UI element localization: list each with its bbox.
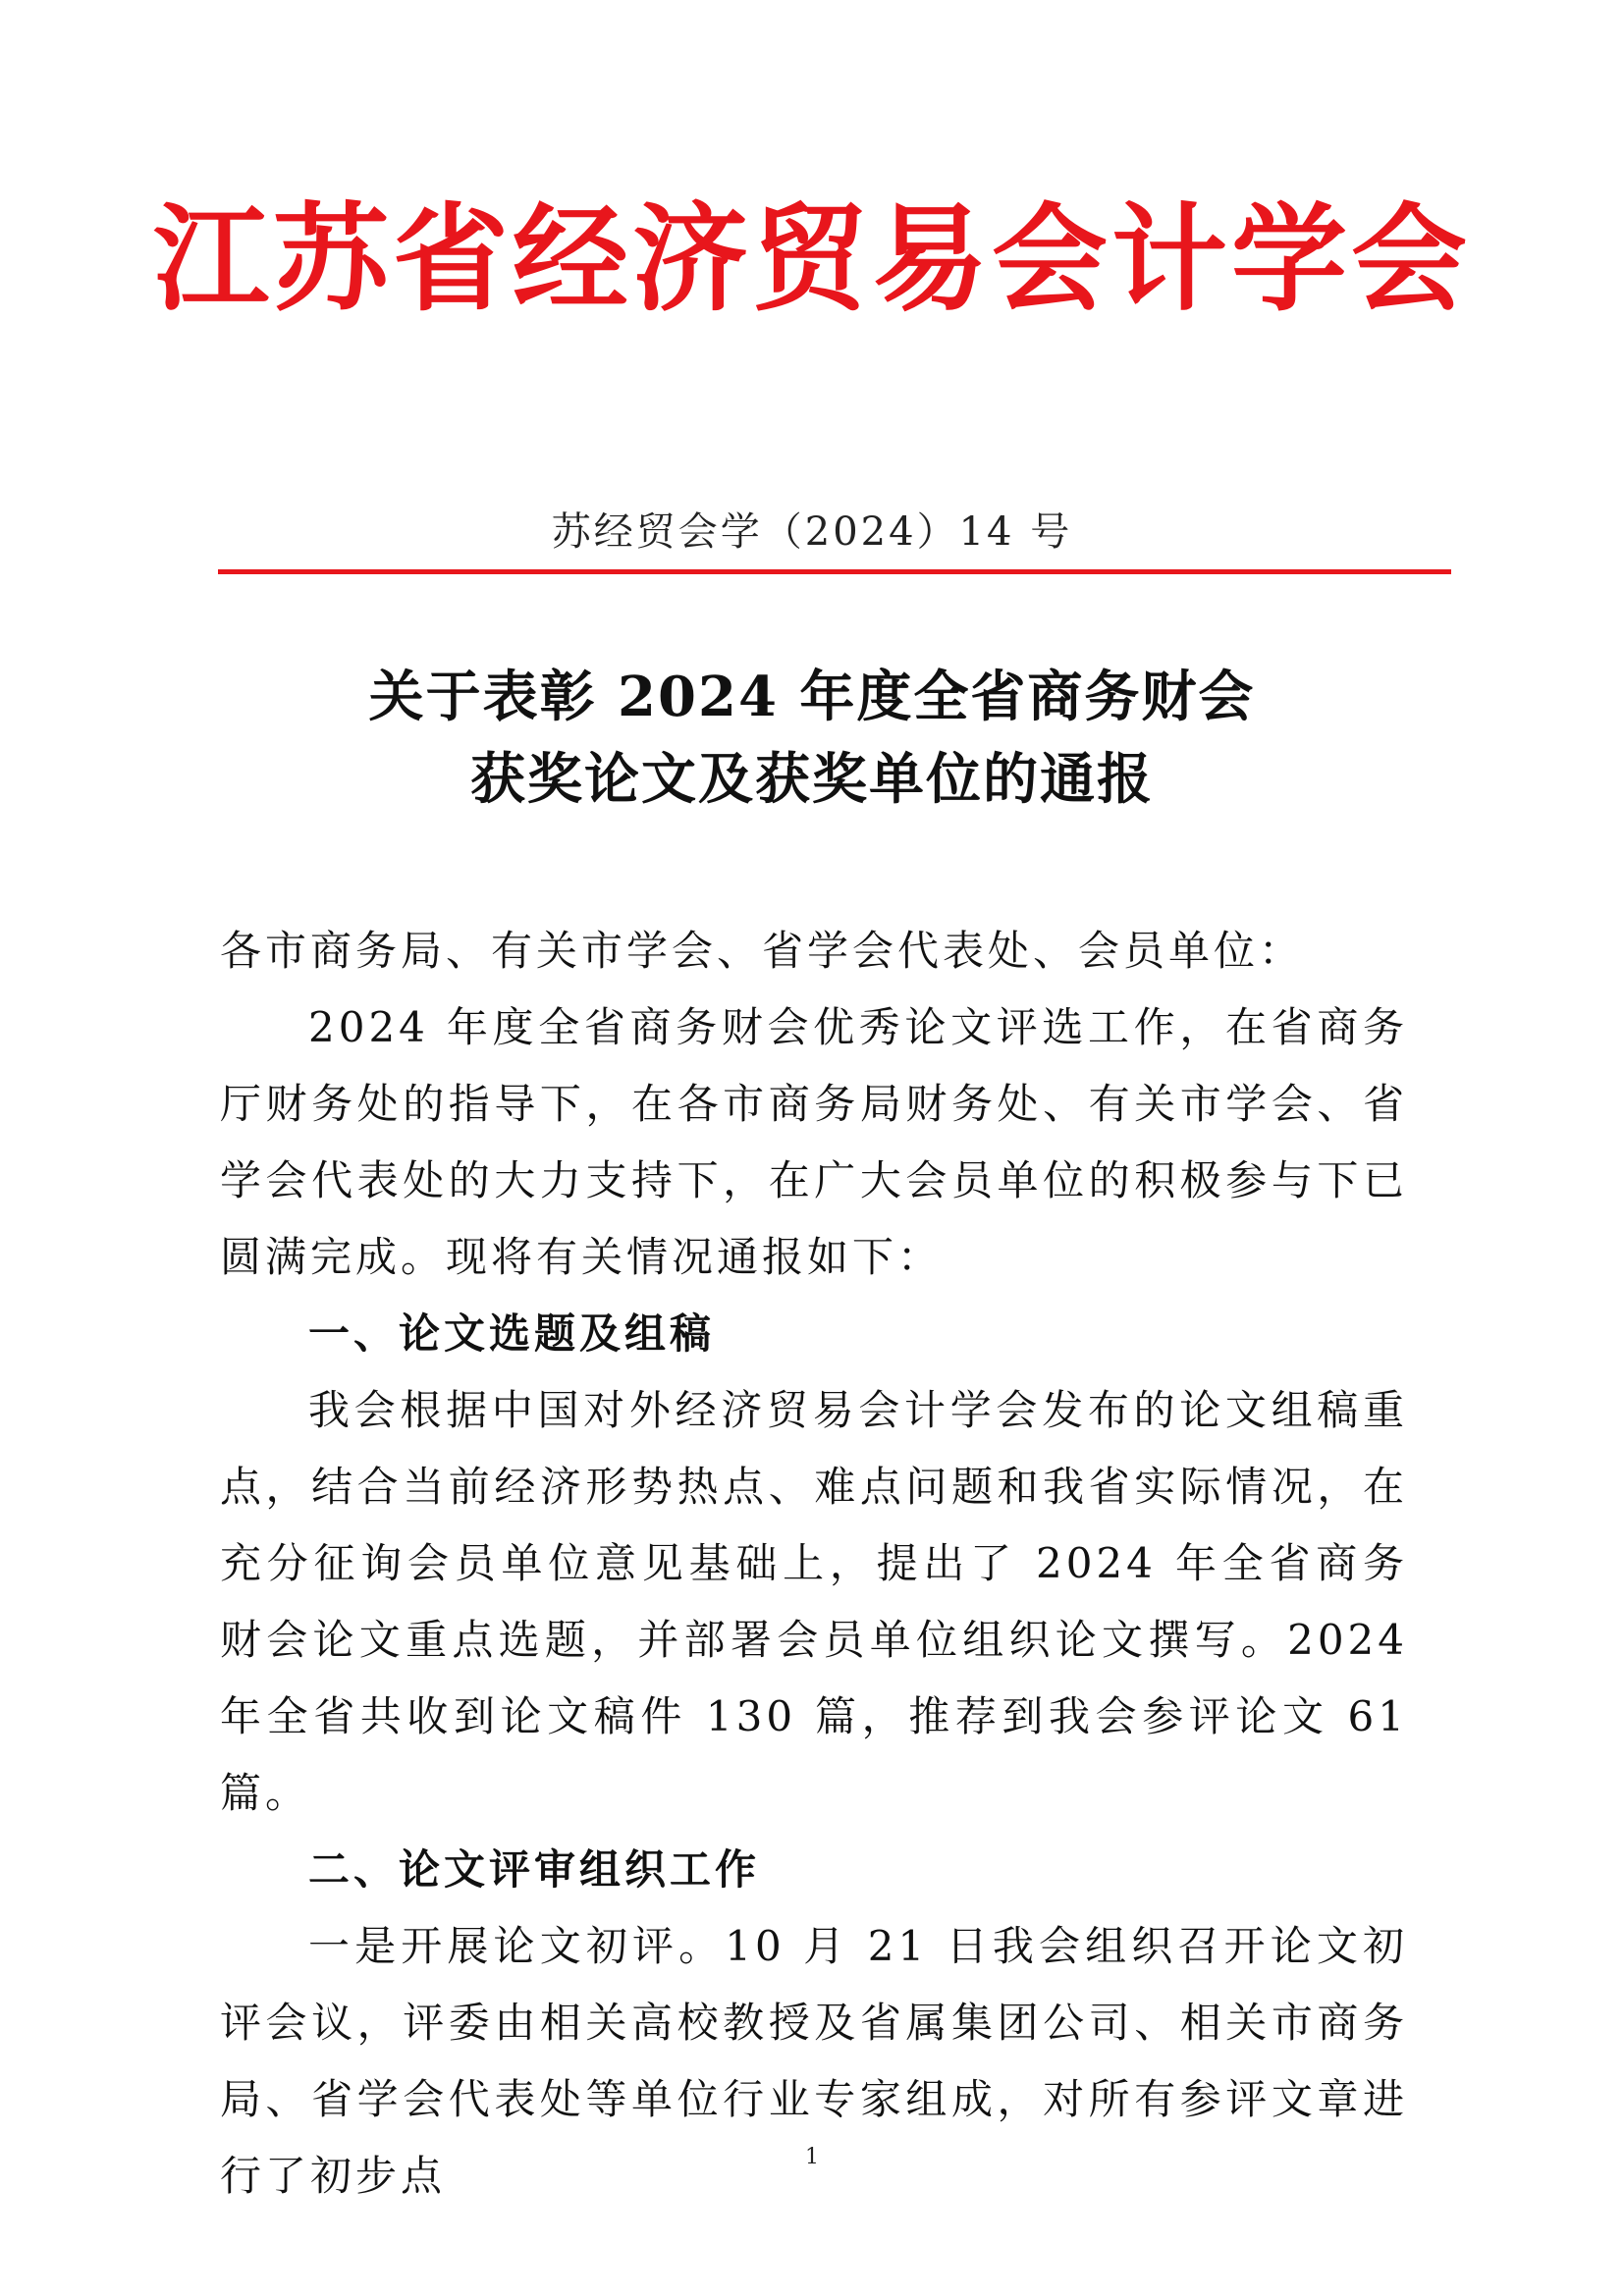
salutation: 各市商务局、有关市学会、省学会代表处、会员单位： (220, 927, 1305, 975)
document-title (0, 656, 1624, 821)
organization-header: 江苏省经济贸易会计学会 (152, 190, 1471, 327)
section-2-heading: 二、论文评审组织工作 (308, 1845, 761, 1894)
red-divider-line (218, 569, 1451, 574)
title-line-1: 关于表彰 2024 年度全省商务财会 (368, 665, 1256, 729)
document-number: 苏经贸会学（2024）14 号 (551, 509, 1073, 555)
page-number: 1 (805, 2145, 819, 2169)
section-1-paragraph: 我会根据中国对外经济贸易会计学会发布的论文组稿重点，结合当前经济形势热点、难点问题和我省实际情况，在充分征询会员单位意见基础上，提出了 2024 年全省商务财会论文重点选题，并部署会员单位组织论文撰写。2024 年全省共收到论文稿件 130 篇，推荐到我会参评论文 61 篇。 (220, 1386, 1408, 1817)
title-line-2: 获奖论文及获奖单位的通报 (470, 747, 1154, 812)
section-1-heading: 一、论文选题及组稿 (308, 1309, 716, 1358)
intro-paragraph: 2024 年度全省商务财会优秀论文评选工作，在省商务厅财务处的指导下，在各市商务局财务处、有关市学会、省学会代表处的大力支持下，在广大会员单位的积极参与下已圆满完成。现将有关情况通报如下： (220, 1003, 1408, 1281)
document-body (220, 913, 1408, 2215)
section-2-paragraph: 一是开展论文初评。10 月 21 日我会组织召开论文初评会议，评委由相关高校教授及省属集团公司、相关市商务局、省学会代表处等单位行业专家组成，对所有参评文章进行了初步点 (220, 1922, 1408, 2200)
